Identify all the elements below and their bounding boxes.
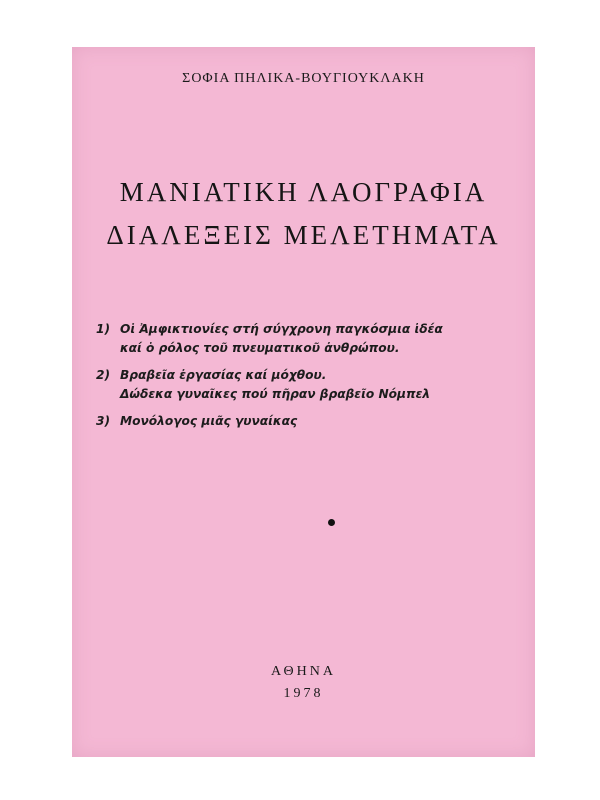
item-line: καί ὁ ρόλος τοῦ πνευματικοῦ ἀνθρώπου. bbox=[120, 341, 400, 355]
title-line-1: ΜΑΝΙΑΤΙΚΗ ΛΑΟΓΡΑΦΙΑ bbox=[119, 177, 488, 207]
item-line: Βραβεῖα ἐργασίας καί μόχθου. bbox=[120, 368, 327, 382]
item-line: Δώδεκα γυναῖκες πού πῆραν βραβεῖο Νόμπελ bbox=[120, 387, 431, 401]
title-line-2: ΔΙΑΛΕΞΕΙΣ ΜΕΛΕΤΗΜΑΤΑ bbox=[106, 220, 501, 250]
item-number: 2) bbox=[96, 368, 111, 382]
item-line: Μονόλογος μιᾶς γυναίκας bbox=[120, 414, 298, 428]
author-name: ΣΟΦΙΑ ΠΗΛΙΚΑ-ΒΟΥΓΙΟΥΚΛΑΚΗ bbox=[182, 71, 425, 86]
bullet-ornament bbox=[328, 519, 335, 526]
contents-item-2 bbox=[96, 366, 526, 404]
contents-item-3 bbox=[96, 412, 526, 431]
publication-place: ΑΘΗΝΑ bbox=[271, 664, 336, 679]
publication-year: 1978 bbox=[283, 686, 324, 701]
item-line: Οἱ Ἀμφικτιονίες στή σύγχρονη παγκόσμια ἰδέα bbox=[120, 322, 443, 336]
item-number: 1) bbox=[96, 322, 111, 336]
book-cover bbox=[72, 47, 535, 757]
contents-list bbox=[96, 320, 526, 439]
contents-item-1 bbox=[96, 320, 526, 358]
item-number: 3) bbox=[96, 414, 111, 428]
